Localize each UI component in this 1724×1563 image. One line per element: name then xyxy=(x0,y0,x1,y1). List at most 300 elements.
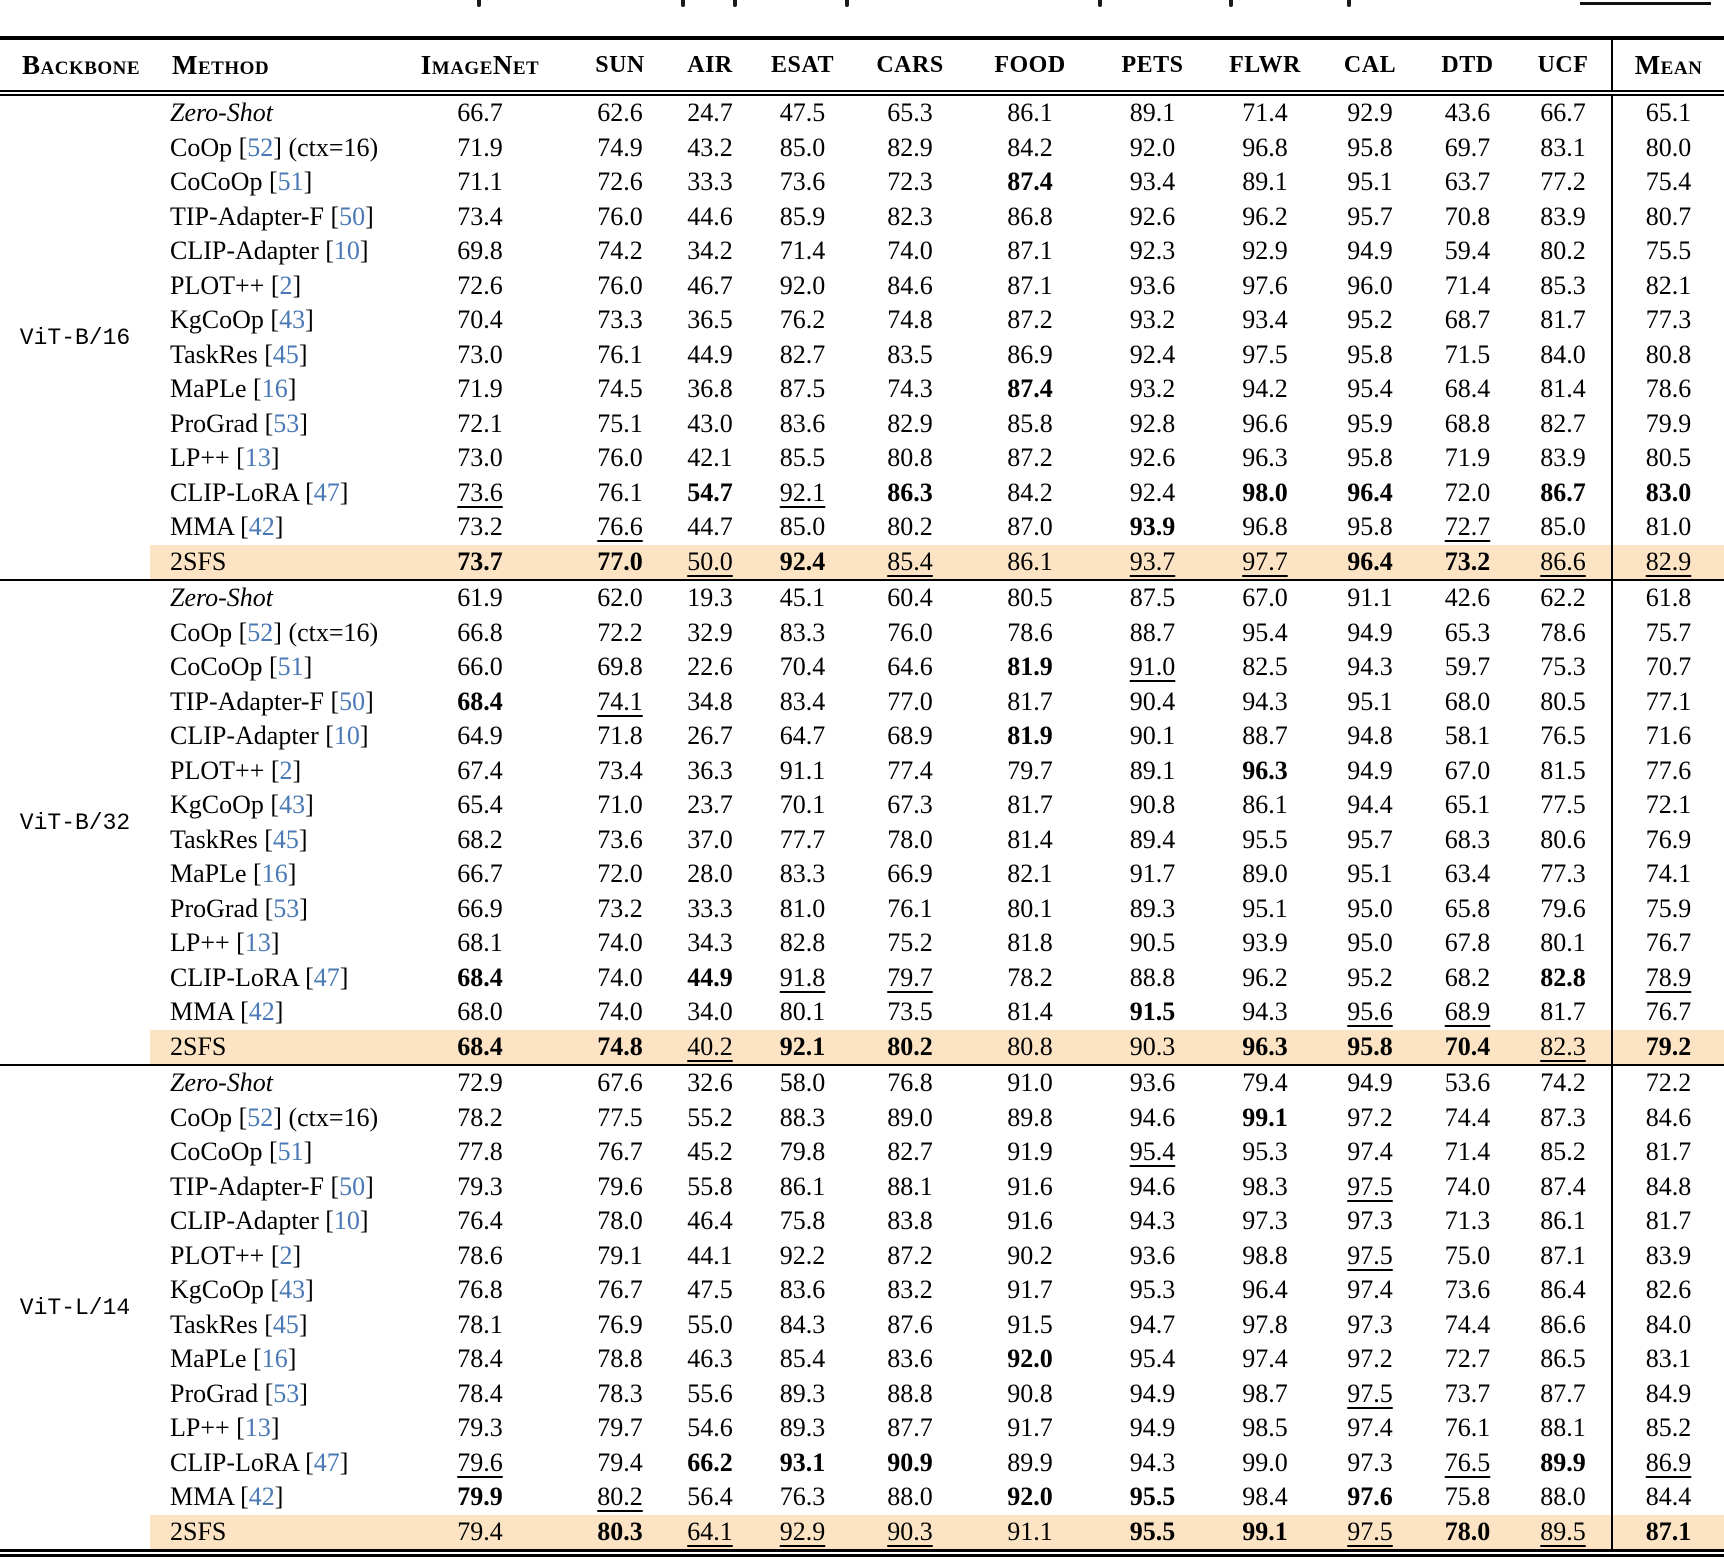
value-cell xyxy=(855,1273,965,1308)
value: 90.1 xyxy=(1129,721,1176,751)
method-name: CoOp xyxy=(170,1102,233,1132)
value-cell xyxy=(965,1135,1095,1170)
value: 78.6 xyxy=(1007,617,1053,647)
value: 89.3 xyxy=(779,1378,826,1408)
value-cell xyxy=(670,754,750,789)
value-cell xyxy=(965,545,1095,581)
value: 80.8 xyxy=(1645,339,1692,369)
value-cell xyxy=(855,1030,965,1066)
value: 89.1 xyxy=(1129,755,1176,785)
citation-link[interactable]: 10 xyxy=(333,236,360,266)
value-cell xyxy=(965,1480,1095,1515)
value-cell xyxy=(855,616,965,651)
value-cell xyxy=(965,1065,1095,1101)
value-cell xyxy=(1210,857,1320,892)
value-cell xyxy=(390,234,570,269)
value-cell xyxy=(1095,1101,1210,1136)
value: 85.4 xyxy=(779,1344,826,1374)
value: 95.3 xyxy=(1129,1275,1176,1305)
value: 67.3 xyxy=(887,790,933,820)
value: 88.7 xyxy=(1242,721,1288,751)
value-cell xyxy=(1210,1204,1320,1239)
value-cell xyxy=(1612,1065,1724,1101)
value-cell xyxy=(570,1135,670,1170)
value-cell xyxy=(670,1308,750,1343)
value-cell xyxy=(965,685,1095,720)
value: 94.4 xyxy=(1347,790,1393,820)
value: 75.5 xyxy=(1645,236,1692,266)
value: 83.9 xyxy=(1540,443,1586,473)
value: 68.7 xyxy=(1444,305,1491,335)
value: 71.5 xyxy=(1444,339,1491,369)
table-row xyxy=(0,93,1724,131)
citation-link[interactable]: 50 xyxy=(339,201,366,231)
value: 79.6 xyxy=(1540,893,1586,923)
value: 73.4 xyxy=(597,755,643,785)
value: 79.7 xyxy=(1007,755,1053,785)
value-cell xyxy=(570,476,670,511)
value: 86.3 xyxy=(887,477,933,507)
value: 84.4 xyxy=(1645,1482,1692,1512)
value: 82.7 xyxy=(779,339,826,369)
value: 73.0 xyxy=(457,443,503,473)
value-cell xyxy=(965,892,1095,927)
table-row xyxy=(0,269,1724,304)
citation-link[interactable]: 42 xyxy=(248,1482,275,1512)
value: 92.4 xyxy=(1129,477,1176,507)
value-cell xyxy=(570,961,670,996)
value-cell xyxy=(750,719,855,754)
value: 87.3 xyxy=(1540,1102,1586,1132)
citation-link[interactable]: 43 xyxy=(279,790,306,820)
value-cell xyxy=(570,545,670,581)
value: 72.7 xyxy=(1444,512,1491,542)
value: 59.4 xyxy=(1444,236,1491,266)
value: 26.7 xyxy=(687,721,733,751)
value-cell xyxy=(1320,1515,1420,1550)
value-cell xyxy=(1612,1446,1724,1481)
value: 74.0 xyxy=(1444,1171,1491,1201)
citation-link[interactable]: 45 xyxy=(272,339,299,369)
value: 54.6 xyxy=(687,1413,733,1443)
citation-link[interactable]: 45 xyxy=(272,824,299,854)
method-name: MaPLe xyxy=(170,1344,247,1374)
citation-link[interactable]: 16 xyxy=(261,374,288,404)
value-cell xyxy=(750,372,855,407)
value: 89.9 xyxy=(1540,1447,1586,1477)
value: 78.6 xyxy=(1540,617,1586,647)
value: 93.2 xyxy=(1129,374,1176,404)
method-name: CLIP-Adapter xyxy=(170,721,319,751)
value-cell xyxy=(1320,823,1420,858)
value: 78.6 xyxy=(457,1240,503,1270)
value: 83.6 xyxy=(887,1344,933,1374)
value-cell xyxy=(1612,1273,1724,1308)
value: 93.6 xyxy=(1129,270,1176,300)
value-cell xyxy=(1320,857,1420,892)
citation-link[interactable]: 43 xyxy=(279,1275,306,1305)
value: 96.6 xyxy=(1242,408,1288,438)
results-table-frame xyxy=(0,36,1724,1557)
value: 93.4 xyxy=(1242,305,1288,335)
value: 87.0 xyxy=(1007,512,1053,542)
citation-link[interactable]: 53 xyxy=(273,1378,300,1408)
value-cell xyxy=(1515,995,1612,1030)
value: 63.7 xyxy=(1444,167,1491,197)
value: 92.4 xyxy=(779,546,826,576)
value-cell xyxy=(570,1515,670,1550)
value-cell xyxy=(1095,1273,1210,1308)
value: 70.4 xyxy=(1444,1031,1491,1061)
citation-link[interactable]: 13 xyxy=(244,1413,271,1443)
value-cell xyxy=(1420,545,1515,581)
value-cell xyxy=(390,892,570,927)
table-row xyxy=(0,1515,1724,1550)
value: 96.4 xyxy=(1242,1275,1288,1305)
value: 81.7 xyxy=(1540,997,1586,1027)
value-cell xyxy=(1515,372,1612,407)
cutoff-text-fragment xyxy=(733,0,737,7)
value-cell xyxy=(1095,995,1210,1030)
method-name: CLIP-Adapter xyxy=(170,1206,319,1236)
value-cell xyxy=(1420,754,1515,789)
value: 86.5 xyxy=(1540,1344,1586,1374)
value-cell xyxy=(1515,650,1612,685)
value: 93.6 xyxy=(1129,1240,1176,1270)
method-name: CoCoOp xyxy=(170,1137,263,1167)
value: 74.3 xyxy=(887,374,933,404)
value: 79.7 xyxy=(597,1413,643,1443)
value: 77.3 xyxy=(1645,305,1692,335)
citation-link[interactable]: 2 xyxy=(279,755,293,785)
value: 95.4 xyxy=(1129,1344,1176,1374)
value-cell xyxy=(750,892,855,927)
value: 85.9 xyxy=(779,201,826,231)
value: 81.7 xyxy=(1007,790,1053,820)
table-row xyxy=(0,303,1724,338)
value-cell xyxy=(1095,372,1210,407)
method-cell: ProGrad [53] xyxy=(170,1378,308,1408)
value: 95.2 xyxy=(1347,305,1393,335)
value: 79.3 xyxy=(457,1413,503,1443)
value-cell xyxy=(1095,1515,1210,1550)
value-cell xyxy=(390,269,570,304)
value: 37.0 xyxy=(687,824,733,854)
value: 87.2 xyxy=(1007,305,1053,335)
citation-link[interactable]: 51 xyxy=(277,1137,304,1167)
table-row xyxy=(0,788,1724,823)
value-cell xyxy=(670,1480,750,1515)
value-cell xyxy=(1420,1411,1515,1446)
value-cell xyxy=(390,995,570,1030)
value: 64.7 xyxy=(779,721,826,751)
citation-link[interactable]: 52 xyxy=(247,132,274,162)
value-cell xyxy=(855,823,965,858)
value: 96.4 xyxy=(1347,477,1393,507)
method-name: TaskRes xyxy=(170,1309,258,1339)
value-cell xyxy=(1210,892,1320,927)
value: 76.8 xyxy=(887,1068,933,1098)
value: 82.7 xyxy=(887,1137,933,1167)
value-cell xyxy=(1095,1446,1210,1481)
value: 73.6 xyxy=(1444,1275,1491,1305)
value: 83.4 xyxy=(779,686,826,716)
value-cell xyxy=(670,1065,750,1101)
value: 80.8 xyxy=(887,443,933,473)
value-cell xyxy=(1095,650,1210,685)
table-row xyxy=(0,1065,1724,1101)
value-cell xyxy=(855,754,965,789)
method-name: Zero-Shot xyxy=(170,98,274,128)
value-cell xyxy=(855,441,965,476)
value-cell xyxy=(1612,616,1724,651)
value-cell xyxy=(1515,1135,1612,1170)
value-cell xyxy=(1210,407,1320,442)
citation-link[interactable]: 52 xyxy=(247,617,274,647)
value-cell xyxy=(1095,303,1210,338)
value: 96.3 xyxy=(1242,755,1288,785)
method-cell: CLIP-LoRA [47] xyxy=(170,962,349,992)
citation-link[interactable]: 47 xyxy=(313,962,340,992)
value: 97.4 xyxy=(1347,1275,1393,1305)
value-cell xyxy=(570,510,670,545)
value: 95.8 xyxy=(1347,132,1393,162)
backbone-label: ViT-B/16 xyxy=(0,93,150,580)
value: 78.1 xyxy=(457,1309,503,1339)
method-name: TaskRes xyxy=(170,339,258,369)
value-cell xyxy=(1612,269,1724,304)
citation-link[interactable]: 13 xyxy=(244,443,271,473)
value-cell xyxy=(1320,510,1420,545)
column-header-cars: CARS xyxy=(855,40,965,93)
value-cell xyxy=(1210,1065,1320,1101)
value: 91.5 xyxy=(1129,997,1176,1027)
value-cell xyxy=(965,788,1095,823)
value: 81.9 xyxy=(1007,652,1053,682)
value-cell xyxy=(750,545,855,581)
table-row xyxy=(0,580,1724,616)
value-cell xyxy=(1210,165,1320,200)
value-cell xyxy=(750,1515,855,1550)
value-cell xyxy=(1612,857,1724,892)
value-cell xyxy=(390,1135,570,1170)
value: 74.2 xyxy=(597,236,643,266)
table-row xyxy=(0,1308,1724,1343)
citation-link[interactable]: 16 xyxy=(261,859,288,889)
value: 84.6 xyxy=(1645,1102,1692,1132)
value-cell xyxy=(570,616,670,651)
value: 87.1 xyxy=(1007,236,1053,266)
value: 91.1 xyxy=(779,755,826,785)
value: 72.3 xyxy=(887,167,933,197)
value-cell xyxy=(1420,372,1515,407)
method-cell: MMA [42] xyxy=(170,997,284,1027)
value: 83.8 xyxy=(887,1206,933,1236)
method-cell xyxy=(150,580,390,616)
citation-link[interactable]: 53 xyxy=(273,893,300,923)
value-cell xyxy=(1320,580,1420,616)
value: 28.0 xyxy=(687,859,733,889)
citation-link[interactable]: 42 xyxy=(248,512,275,542)
citation-link[interactable]: 53 xyxy=(273,408,300,438)
citation-link[interactable]: 51 xyxy=(277,652,304,682)
value-cell xyxy=(855,1515,965,1550)
value: 82.1 xyxy=(1007,859,1053,889)
value: 55.2 xyxy=(687,1102,733,1132)
value-cell xyxy=(1420,1342,1515,1377)
value-cell xyxy=(1095,441,1210,476)
value-cell xyxy=(1515,165,1612,200)
value: 34.0 xyxy=(687,997,733,1027)
citation-link[interactable]: 2 xyxy=(279,270,293,300)
value-cell xyxy=(750,1135,855,1170)
value-cell xyxy=(965,338,1095,373)
value: 79.8 xyxy=(779,1137,826,1167)
value: 82.9 xyxy=(887,408,933,438)
value-cell xyxy=(965,857,1095,892)
citation-link[interactable]: 45 xyxy=(272,1309,299,1339)
value-cell xyxy=(670,545,750,581)
citation-link[interactable]: 51 xyxy=(277,167,304,197)
citation-link[interactable]: 13 xyxy=(244,928,271,958)
value-cell xyxy=(1515,1030,1612,1066)
value-cell xyxy=(750,754,855,789)
value-cell xyxy=(965,926,1095,961)
value: 85.0 xyxy=(1540,512,1586,542)
citation-link[interactable]: 43 xyxy=(279,305,306,335)
value-cell xyxy=(670,338,750,373)
value: 76.7 xyxy=(1645,997,1692,1027)
value-cell xyxy=(750,1480,855,1515)
citation-link[interactable]: 2 xyxy=(279,1240,293,1270)
value: 40.2 xyxy=(687,1031,733,1061)
method-cell: MMA [42] xyxy=(170,512,284,542)
value: 72.0 xyxy=(1444,477,1491,507)
value: 75.2 xyxy=(887,928,933,958)
value: 62.6 xyxy=(597,98,643,128)
value-cell xyxy=(1320,476,1420,511)
value: 90.4 xyxy=(1129,686,1176,716)
value-cell xyxy=(670,131,750,166)
value: 33.3 xyxy=(687,167,733,197)
value: 80.2 xyxy=(887,512,933,542)
value-cell xyxy=(750,857,855,892)
citation-link[interactable]: 50 xyxy=(339,1171,366,1201)
value: 77.2 xyxy=(1540,167,1586,197)
value-cell xyxy=(1420,303,1515,338)
value: 73.6 xyxy=(779,167,826,197)
value: 89.0 xyxy=(1242,859,1288,889)
value: 97.5 xyxy=(1242,339,1288,369)
value: 91.6 xyxy=(1007,1171,1053,1201)
value-cell xyxy=(855,165,965,200)
value: 67.0 xyxy=(1444,755,1491,785)
value: 95.3 xyxy=(1242,1137,1288,1167)
method-cell: CoCoOp [51] xyxy=(170,1137,313,1167)
value-cell xyxy=(570,857,670,892)
citation-link[interactable]: 42 xyxy=(248,997,275,1027)
value-cell xyxy=(1420,1065,1515,1101)
value-cell xyxy=(1095,1377,1210,1412)
citation-link[interactable]: 10 xyxy=(333,721,360,751)
value-cell xyxy=(1095,685,1210,720)
value-cell xyxy=(1210,1446,1320,1481)
citation-link[interactable]: 16 xyxy=(261,1344,288,1374)
value-cell xyxy=(1612,823,1724,858)
value: 94.3 xyxy=(1347,652,1393,682)
value: 42.6 xyxy=(1444,583,1491,613)
value: 23.7 xyxy=(687,790,733,820)
value-cell xyxy=(965,476,1095,511)
value: 95.7 xyxy=(1347,824,1393,854)
citation-link[interactable]: 47 xyxy=(313,477,340,507)
value-cell xyxy=(570,1377,670,1412)
value: 84.9 xyxy=(1645,1378,1692,1408)
method-name: MaPLe xyxy=(170,859,247,889)
value-cell xyxy=(1095,788,1210,823)
value: 74.0 xyxy=(597,997,643,1027)
value: 96.8 xyxy=(1242,132,1288,162)
value-cell xyxy=(1320,1308,1420,1343)
value-cell xyxy=(1612,303,1724,338)
value: 70.4 xyxy=(779,652,826,682)
method-cell: ProGrad [53] xyxy=(170,408,308,438)
value: 89.1 xyxy=(1129,98,1176,128)
value: 81.0 xyxy=(1645,512,1692,542)
citation-link[interactable]: 50 xyxy=(339,686,366,716)
value: 43.2 xyxy=(687,132,733,162)
value: 75.7 xyxy=(1645,617,1692,647)
value: 61.8 xyxy=(1645,583,1692,613)
value: 96.0 xyxy=(1347,270,1393,300)
value: 77.5 xyxy=(1540,790,1586,820)
method-cell: PLOT++ [2] xyxy=(170,1240,302,1270)
value: 99.0 xyxy=(1242,1447,1288,1477)
value: 87.5 xyxy=(779,374,826,404)
value-cell xyxy=(390,754,570,789)
value: 95.8 xyxy=(1347,443,1393,473)
value-cell xyxy=(1612,1135,1724,1170)
value-cell xyxy=(1420,234,1515,269)
value: 47.5 xyxy=(687,1275,733,1305)
method-cell: TIP-Adapter-F [50] xyxy=(170,686,374,716)
value-cell xyxy=(1210,1170,1320,1205)
value-cell xyxy=(670,372,750,407)
value-cell xyxy=(670,892,750,927)
value: 58.0 xyxy=(779,1068,826,1098)
citation-link[interactable]: 52 xyxy=(247,1102,274,1132)
citation-link[interactable]: 10 xyxy=(333,1206,360,1236)
value-cell xyxy=(855,926,965,961)
value-cell xyxy=(965,1239,1095,1274)
value-cell xyxy=(750,685,855,720)
value: 81.4 xyxy=(1007,997,1053,1027)
value: 90.2 xyxy=(1007,1240,1053,1270)
value-cell xyxy=(1210,441,1320,476)
value-cell xyxy=(965,165,1095,200)
value: 64.1 xyxy=(687,1516,733,1546)
value-cell xyxy=(670,823,750,858)
value: 79.7 xyxy=(887,962,933,992)
value-cell xyxy=(1095,926,1210,961)
citation-link[interactable]: 47 xyxy=(313,1447,340,1477)
value-cell xyxy=(1612,650,1724,685)
cutoff-text-fragment xyxy=(1098,0,1102,7)
value: 36.3 xyxy=(687,755,733,785)
value: 53.6 xyxy=(1444,1068,1491,1098)
value-cell xyxy=(1095,545,1210,581)
value: 68.0 xyxy=(1444,686,1491,716)
